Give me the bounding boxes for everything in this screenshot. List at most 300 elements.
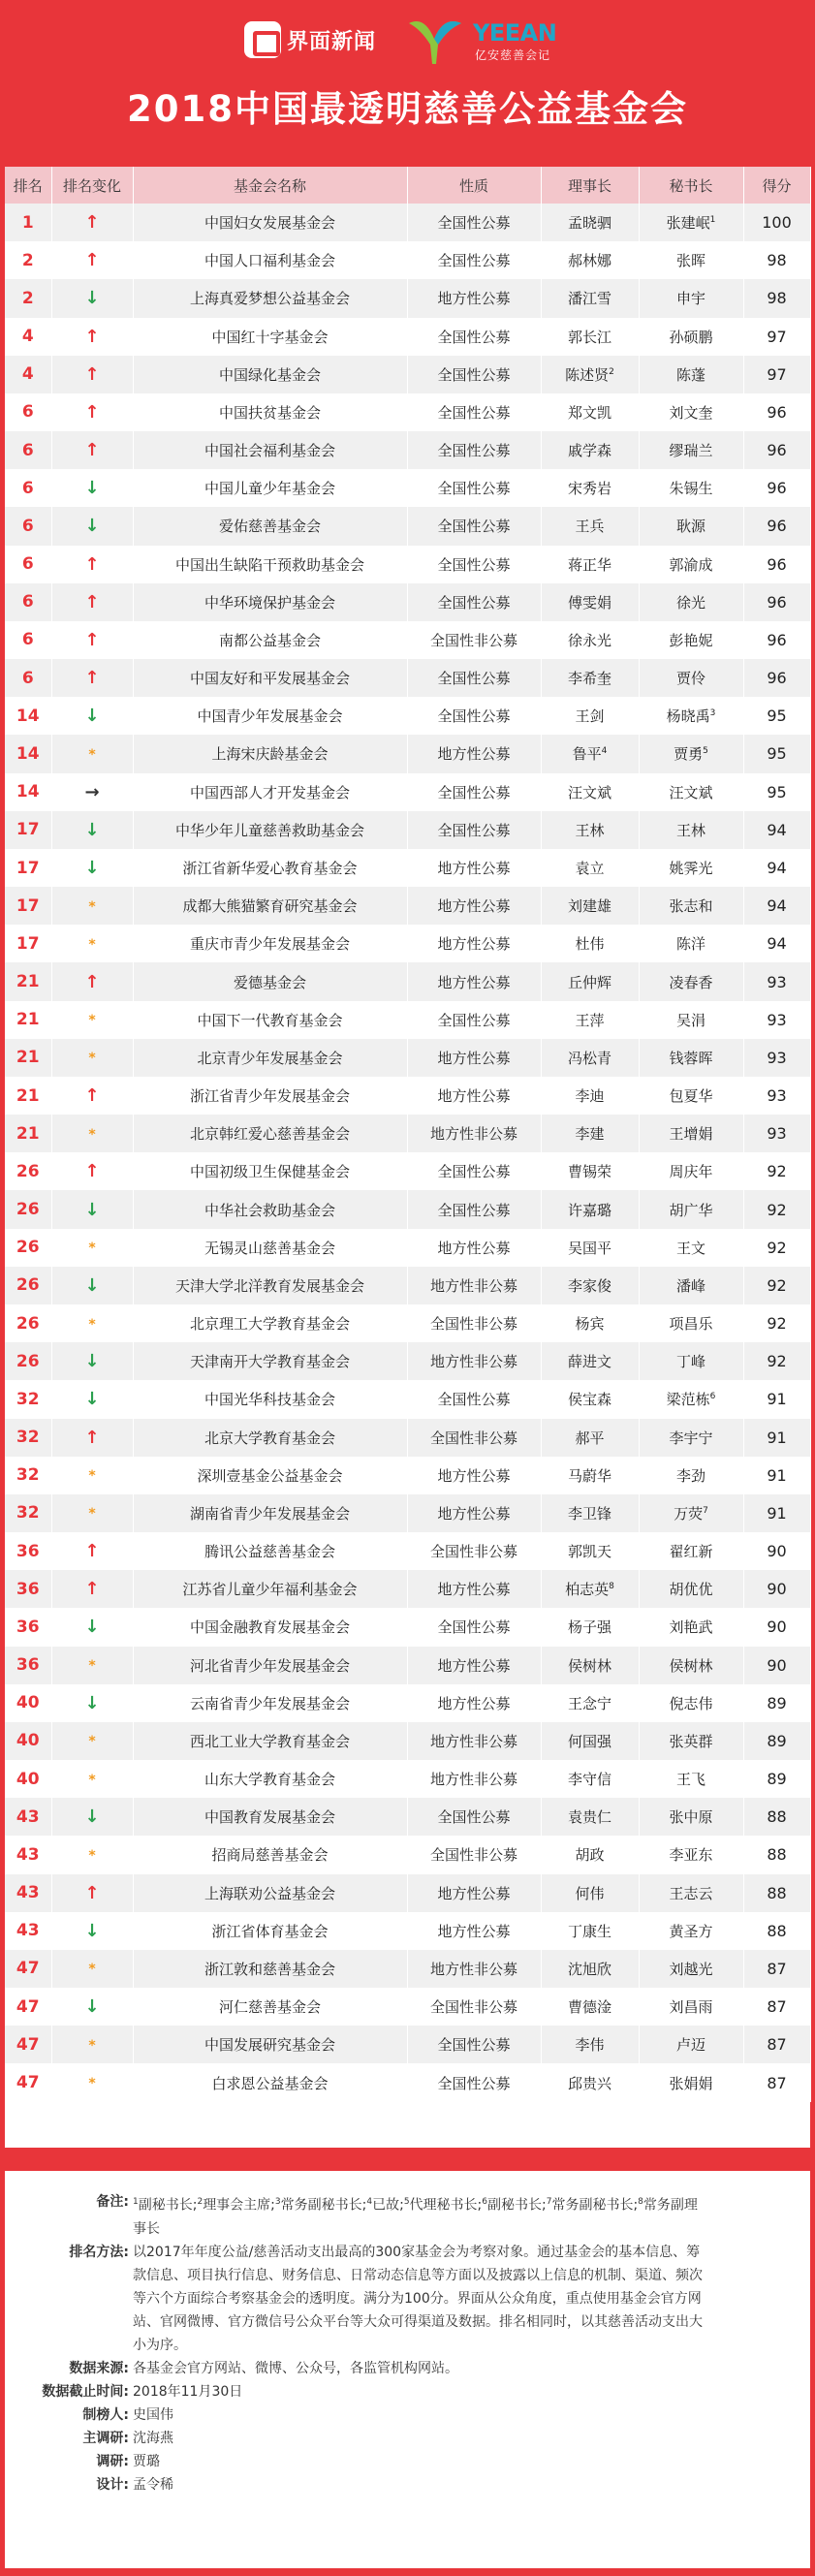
score-cell: 96 bbox=[743, 431, 810, 469]
type-cell: 全国性非公募 bbox=[407, 1988, 541, 2026]
chair-cell bbox=[541, 1457, 639, 1494]
type-cell: 全国性公募 bbox=[407, 2063, 541, 2101]
rank-cell: 32 bbox=[5, 1494, 51, 1532]
table-row bbox=[5, 1836, 810, 1873]
secretary-cell bbox=[639, 279, 743, 317]
rank-up-icon: ↑ bbox=[84, 363, 100, 385]
chair-cell bbox=[541, 1039, 639, 1077]
name-cell: 招商局慈善基金会 bbox=[133, 1836, 407, 1873]
chair-cell-text: 李伟 bbox=[575, 2036, 605, 2055]
rank-cell: 47 bbox=[5, 2063, 51, 2101]
rank-cell: 40 bbox=[5, 1684, 51, 1722]
chair-cell-text: 胡政 bbox=[575, 1846, 605, 1865]
name-cell: 天津大学北洋教育发展基金会 bbox=[133, 1267, 407, 1304]
change-cell bbox=[51, 583, 133, 621]
type-cell: 全国性非公募 bbox=[407, 621, 541, 659]
chair-cell bbox=[541, 1342, 639, 1380]
table-row bbox=[5, 811, 810, 849]
score-cell: 96 bbox=[743, 659, 810, 697]
new-entry-icon: * bbox=[88, 2076, 96, 2091]
secretary-cell bbox=[639, 2063, 743, 2101]
jiemian-logo-text: 界面新闻 bbox=[287, 29, 377, 54]
chair-cell bbox=[541, 431, 639, 469]
type-cell: 全国性公募 bbox=[407, 393, 541, 431]
score-cell: 89 bbox=[743, 1760, 810, 1798]
type-cell: 地方性非公募 bbox=[407, 1342, 541, 1380]
rank-up-icon: ↑ bbox=[84, 629, 100, 650]
change-cell bbox=[51, 1115, 133, 1152]
method-label: 排名方法: bbox=[69, 2244, 129, 2260]
secretary-cell-text: 李宇宁 bbox=[669, 1429, 713, 1447]
source-text: 各基金会官方网站、微博、公众号，各监管机构网站。 bbox=[133, 2360, 458, 2376]
remark-marker: 2 bbox=[197, 2197, 204, 2207]
secretary-cell-text: 张建岷 bbox=[666, 214, 710, 233]
chair-cell bbox=[541, 469, 639, 507]
change-cell bbox=[51, 962, 133, 1000]
name-cell: 上海宋庆龄基金会 bbox=[133, 735, 407, 772]
chair-cell-text: 汪文斌 bbox=[567, 783, 611, 801]
change-cell bbox=[51, 1532, 133, 1570]
secretary-cell-text: 吴涓 bbox=[675, 1011, 705, 1029]
design-text: 孟令稀 bbox=[133, 2476, 173, 2493]
secretary-cell-text: 陈洋 bbox=[675, 935, 705, 954]
rank-cell: 14 bbox=[5, 773, 51, 811]
change-cell bbox=[51, 659, 133, 697]
table-row bbox=[5, 1001, 810, 1039]
rank-down-icon: ↓ bbox=[84, 1351, 100, 1372]
secretary-cell bbox=[639, 1419, 743, 1457]
name-cell: 江苏省儿童少年福利基金会 bbox=[133, 1570, 407, 1608]
chair-cell-text: 许嘉璐 bbox=[567, 1201, 611, 1219]
secretary-cell bbox=[639, 356, 743, 393]
rank-up-icon: ↑ bbox=[84, 440, 100, 461]
remark-text: 理事会主席; bbox=[203, 2197, 275, 2214]
type-cell: 全国性公募 bbox=[407, 1152, 541, 1190]
name-cell: 中国下一代教育基金会 bbox=[133, 1001, 407, 1039]
change-cell bbox=[51, 431, 133, 469]
change-cell bbox=[51, 1457, 133, 1494]
chair-cell bbox=[541, 1874, 639, 1912]
chair-cell bbox=[541, 507, 639, 545]
name-cell: 北京韩红爱心慈善基金会 bbox=[133, 1115, 407, 1152]
rank-cell: 32 bbox=[5, 1419, 51, 1457]
name-cell: 中华社会救助基金会 bbox=[133, 1190, 407, 1228]
chair-cell bbox=[541, 1912, 639, 1950]
secretary-cell bbox=[639, 1342, 743, 1380]
method-row bbox=[5, 2241, 810, 2357]
col-header-secretary: 秘书长 bbox=[639, 167, 743, 204]
chair-cell-text: 戚学森 bbox=[567, 442, 611, 460]
rank-cell: 6 bbox=[5, 393, 51, 431]
rank-cell: 6 bbox=[5, 469, 51, 507]
footnote-marker: 6 bbox=[709, 1392, 716, 1402]
name-cell: 河仁慈善基金会 bbox=[133, 1988, 407, 2026]
change-cell bbox=[51, 1798, 133, 1836]
table-row bbox=[5, 887, 810, 925]
secretary-cell-text: 张英群 bbox=[669, 1732, 713, 1750]
table-row bbox=[5, 1380, 810, 1418]
name-cell: 中华少年儿童慈善救助基金会 bbox=[133, 811, 407, 849]
rank-cell: 21 bbox=[5, 1001, 51, 1039]
secretary-cell-text: 包夏华 bbox=[669, 1087, 713, 1106]
secretary-cell bbox=[639, 1267, 743, 1304]
secretary-cell bbox=[639, 849, 743, 887]
rank-up-icon: ↑ bbox=[84, 1579, 100, 1600]
chair-cell bbox=[541, 1190, 639, 1228]
chair-cell-text: 李卫锋 bbox=[567, 1504, 611, 1523]
chair-cell bbox=[541, 1115, 639, 1152]
type-cell: 地方性公募 bbox=[407, 735, 541, 772]
new-entry-icon: * bbox=[88, 936, 96, 953]
new-entry-icon: * bbox=[88, 1241, 96, 1257]
score-cell: 88 bbox=[743, 1798, 810, 1836]
remark-marker: 5 bbox=[403, 2197, 410, 2207]
chair-cell-text: 侯树林 bbox=[567, 1656, 611, 1675]
name-cell: 腾讯公益慈善基金会 bbox=[133, 1532, 407, 1570]
type-cell: 全国性公募 bbox=[407, 507, 541, 545]
secretary-cell-text: 朱锡生 bbox=[669, 480, 713, 498]
remark-text: 常务副理事长 bbox=[133, 2197, 698, 2237]
remark-text: 常务副秘书长; bbox=[551, 2197, 639, 2214]
col-header-rank: 排名 bbox=[5, 167, 51, 204]
chair-cell bbox=[541, 1760, 639, 1798]
maker-label: 制榜人: bbox=[82, 2406, 129, 2423]
name-cell: 浙江省体育基金会 bbox=[133, 1912, 407, 1950]
name-cell: 中国绿化基金会 bbox=[133, 356, 407, 393]
chair-cell bbox=[541, 1798, 639, 1836]
chair-cell-text: 王兵 bbox=[575, 518, 605, 536]
change-cell bbox=[51, 621, 133, 659]
type-cell: 全国性公募 bbox=[407, 1608, 541, 1646]
rank-cell: 4 bbox=[5, 318, 51, 356]
rank-up-icon: ↑ bbox=[84, 1427, 100, 1448]
name-cell: 浙江省青少年发展基金会 bbox=[133, 1077, 407, 1115]
chair-cell bbox=[541, 1419, 639, 1457]
score-cell: 93 bbox=[743, 1039, 810, 1077]
chair-cell bbox=[541, 1077, 639, 1115]
secretary-cell-text: 彭艳妮 bbox=[669, 631, 713, 649]
name-cell: 中国儿童少年基金会 bbox=[133, 469, 407, 507]
rank-cell: 6 bbox=[5, 546, 51, 583]
new-entry-icon: * bbox=[88, 1051, 96, 1067]
secretary-cell bbox=[639, 204, 743, 241]
score-cell: 96 bbox=[743, 469, 810, 507]
table-row bbox=[5, 1304, 810, 1342]
chair-cell-text: 郝林娜 bbox=[567, 252, 611, 270]
secretary-cell bbox=[639, 811, 743, 849]
change-cell bbox=[51, 1380, 133, 1418]
rank-up-icon: ↑ bbox=[84, 1161, 100, 1182]
name-cell: 中国人口福利基金会 bbox=[133, 241, 407, 279]
secretary-cell bbox=[639, 1077, 743, 1115]
table-row bbox=[5, 204, 810, 241]
table-row bbox=[5, 962, 810, 1000]
table-row bbox=[5, 241, 810, 279]
remark-marker: 4 bbox=[366, 2197, 373, 2207]
rank-up-icon: ↑ bbox=[84, 971, 100, 992]
chair-cell-text: 王念宁 bbox=[567, 1694, 611, 1712]
change-cell bbox=[51, 279, 133, 317]
new-entry-icon: * bbox=[88, 1316, 96, 1333]
secretary-cell bbox=[639, 469, 743, 507]
score-cell: 90 bbox=[743, 1532, 810, 1570]
name-cell: 爱德基金会 bbox=[133, 962, 407, 1000]
secretary-cell bbox=[639, 431, 743, 469]
type-cell: 地方性公募 bbox=[407, 1457, 541, 1494]
rank-up-icon: ↑ bbox=[84, 401, 100, 423]
chair-cell-text: 徐永光 bbox=[567, 631, 611, 649]
secretary-cell-text: 刘文奎 bbox=[669, 403, 713, 422]
score-cell: 89 bbox=[743, 1722, 810, 1760]
type-cell: 地方性公募 bbox=[407, 1874, 541, 1912]
rank-cell: 43 bbox=[5, 1798, 51, 1836]
new-entry-icon: * bbox=[88, 746, 96, 763]
table-row bbox=[5, 1152, 810, 1190]
rank-cell: 17 bbox=[5, 887, 51, 925]
name-cell: 北京大学教育基金会 bbox=[133, 1419, 407, 1457]
remark-marker: 1 bbox=[133, 2197, 139, 2207]
lead-label: 主调研: bbox=[82, 2430, 129, 2446]
name-cell: 中国初级卫生保健基金会 bbox=[133, 1152, 407, 1190]
table-row bbox=[5, 469, 810, 507]
type-cell: 地方性公募 bbox=[407, 1684, 541, 1722]
table-row bbox=[5, 393, 810, 431]
rank-cell: 17 bbox=[5, 849, 51, 887]
secretary-cell bbox=[639, 659, 743, 697]
maker-row bbox=[5, 2403, 810, 2427]
rank-cell: 2 bbox=[5, 241, 51, 279]
chair-cell-text: 刘建雄 bbox=[567, 897, 611, 916]
chair-cell bbox=[541, 735, 639, 772]
rank-down-icon: ↓ bbox=[84, 858, 100, 878]
secretary-cell-text: 孙硕鹏 bbox=[669, 328, 713, 346]
change-cell bbox=[51, 1494, 133, 1532]
chair-cell bbox=[541, 1494, 639, 1532]
table-row bbox=[5, 2026, 810, 2063]
chair-cell-text: 王剑 bbox=[575, 707, 605, 726]
table-row bbox=[5, 431, 810, 469]
lead-row bbox=[5, 2427, 810, 2450]
type-cell: 地方性非公募 bbox=[407, 1267, 541, 1304]
new-entry-icon: * bbox=[88, 1772, 96, 1788]
chair-cell-text: 何伟 bbox=[575, 1884, 605, 1902]
type-cell: 全国性公募 bbox=[407, 1380, 541, 1418]
rank-flat-icon: → bbox=[84, 781, 100, 802]
name-cell: 白求恩公益基金会 bbox=[133, 2063, 407, 2101]
secretary-cell bbox=[639, 318, 743, 356]
change-cell bbox=[51, 1760, 133, 1798]
change-cell bbox=[51, 469, 133, 507]
new-entry-icon: * bbox=[88, 1506, 96, 1523]
type-cell: 地方性公募 bbox=[407, 962, 541, 1000]
change-cell bbox=[51, 1001, 133, 1039]
research-label: 调研: bbox=[96, 2453, 129, 2469]
score-cell: 94 bbox=[743, 925, 810, 962]
table-row bbox=[5, 735, 810, 772]
table-row bbox=[5, 2063, 810, 2101]
secretary-cell-text: 周庆年 bbox=[669, 1163, 713, 1181]
change-cell bbox=[51, 1684, 133, 1722]
score-cell: 93 bbox=[743, 1115, 810, 1152]
score-cell: 90 bbox=[743, 1570, 810, 1608]
name-cell: 重庆市青少年发展基金会 bbox=[133, 925, 407, 962]
score-cell: 89 bbox=[743, 1684, 810, 1722]
secretary-cell bbox=[639, 925, 743, 962]
chair-cell-text: 孟晓驷 bbox=[567, 214, 611, 233]
rank-cell: 47 bbox=[5, 2026, 51, 2063]
type-cell: 地方性非公募 bbox=[407, 1950, 541, 1988]
secretary-cell-text: 刘越光 bbox=[669, 1960, 713, 1978]
remark-text: 副秘书长; bbox=[487, 2197, 547, 2214]
rank-down-icon: ↓ bbox=[84, 1692, 100, 1713]
rank-up-icon: ↑ bbox=[84, 326, 100, 347]
rank-cell: 14 bbox=[5, 697, 51, 735]
name-cell: 河北省青少年发展基金会 bbox=[133, 1647, 407, 1684]
table-row bbox=[5, 318, 810, 356]
change-cell bbox=[51, 1988, 133, 2026]
chair-cell-text: 李希奎 bbox=[567, 670, 611, 688]
type-cell: 全国性公募 bbox=[407, 2026, 541, 2063]
secretary-cell bbox=[639, 1039, 743, 1077]
remark-marker: 8 bbox=[638, 2197, 643, 2207]
col-header-type: 性质 bbox=[407, 167, 541, 204]
design-row bbox=[5, 2473, 810, 2497]
score-cell: 96 bbox=[743, 621, 810, 659]
new-entry-icon: * bbox=[88, 1126, 96, 1143]
chair-cell bbox=[541, 962, 639, 1000]
score-cell: 95 bbox=[743, 773, 810, 811]
chair-cell bbox=[541, 356, 639, 393]
table-row bbox=[5, 1912, 810, 1950]
type-cell: 全国性公募 bbox=[407, 1190, 541, 1228]
table-row bbox=[5, 1950, 810, 1988]
secretary-cell-text: 卢迈 bbox=[675, 2036, 705, 2055]
chair-cell bbox=[541, 697, 639, 735]
table-row bbox=[5, 1684, 810, 1722]
type-cell: 全国性公募 bbox=[407, 431, 541, 469]
chair-cell-text: 邱贵兴 bbox=[567, 2074, 611, 2092]
name-cell: 中国青少年发展基金会 bbox=[133, 697, 407, 735]
score-cell: 95 bbox=[743, 735, 810, 772]
table-row bbox=[5, 1647, 810, 1684]
name-cell: 中国社会福利基金会 bbox=[133, 431, 407, 469]
secretary-cell-text: 胡广华 bbox=[669, 1201, 713, 1219]
chair-cell-text: 曹德淦 bbox=[567, 1998, 611, 2017]
chair-cell-text: 杨子强 bbox=[567, 1618, 611, 1637]
change-cell bbox=[51, 773, 133, 811]
rank-down-icon: ↓ bbox=[84, 1996, 100, 2018]
change-cell bbox=[51, 2063, 133, 2101]
name-cell: 无锡灵山慈善基金会 bbox=[133, 1229, 407, 1267]
name-cell: 中国西部人才开发基金会 bbox=[133, 773, 407, 811]
secretary-cell-text: 姚霁光 bbox=[669, 860, 713, 877]
score-cell: 87 bbox=[743, 2026, 810, 2063]
secretary-cell bbox=[639, 1874, 743, 1912]
change-cell bbox=[51, 1077, 133, 1115]
score-cell: 87 bbox=[743, 1950, 810, 1988]
secretary-cell bbox=[639, 1152, 743, 1190]
chair-cell-text: 宋秀岩 bbox=[567, 480, 611, 498]
rank-up-icon: ↑ bbox=[84, 1085, 100, 1107]
chair-cell-text: 冯松青 bbox=[567, 1049, 611, 1067]
chair-cell bbox=[541, 811, 639, 849]
secretary-cell bbox=[639, 1304, 743, 1342]
rank-down-icon: ↓ bbox=[84, 1617, 100, 1638]
change-cell bbox=[51, 1419, 133, 1457]
chair-cell bbox=[541, 773, 639, 811]
rank-cell: 21 bbox=[5, 962, 51, 1000]
secretary-cell bbox=[639, 1229, 743, 1267]
rank-cell: 17 bbox=[5, 811, 51, 849]
remark-marker: 7 bbox=[546, 2197, 552, 2207]
change-cell bbox=[51, 925, 133, 962]
chair-cell bbox=[541, 621, 639, 659]
rank-up-icon: ↑ bbox=[84, 668, 100, 689]
secretary-cell-text: 张娟娟 bbox=[669, 2074, 713, 2092]
score-cell: 91 bbox=[743, 1457, 810, 1494]
type-cell: 全国性公募 bbox=[407, 659, 541, 697]
name-cell: 中国光华科技基金会 bbox=[133, 1380, 407, 1418]
table-row bbox=[5, 1608, 810, 1646]
rank-up-icon: ↑ bbox=[84, 1541, 100, 1562]
chair-cell bbox=[541, 1988, 639, 2026]
type-cell: 地方性公募 bbox=[407, 1912, 541, 1950]
type-cell: 地方性公募 bbox=[407, 849, 541, 887]
change-cell bbox=[51, 735, 133, 772]
new-entry-icon: * bbox=[88, 1013, 96, 1029]
chair-cell bbox=[541, 318, 639, 356]
jiemian-logo-icon bbox=[244, 21, 281, 58]
type-cell: 全国性非公募 bbox=[407, 1532, 541, 1570]
change-cell bbox=[51, 1152, 133, 1190]
chair-cell bbox=[541, 1267, 639, 1304]
type-cell: 地方性公募 bbox=[407, 1494, 541, 1532]
secretary-cell-text: 王志云 bbox=[669, 1884, 713, 1902]
type-cell: 地方性非公募 bbox=[407, 1115, 541, 1152]
rank-cell: 26 bbox=[5, 1304, 51, 1342]
rank-cell: 32 bbox=[5, 1380, 51, 1418]
col-header-name: 基金会名称 bbox=[133, 167, 407, 204]
rank-cell: 6 bbox=[5, 659, 51, 697]
chair-cell bbox=[541, 279, 639, 317]
change-cell bbox=[51, 2026, 133, 2063]
secretary-cell-text: 郭渝成 bbox=[669, 555, 713, 574]
change-cell bbox=[51, 318, 133, 356]
name-cell: 中国金融教育发展基金会 bbox=[133, 1608, 407, 1646]
chair-cell bbox=[541, 1001, 639, 1039]
remark-text: 常务副秘书长; bbox=[280, 2197, 367, 2214]
rank-up-icon: ↑ bbox=[84, 212, 100, 234]
secretary-cell bbox=[639, 1494, 743, 1532]
source-row bbox=[5, 2357, 810, 2380]
type-cell: 全国性公募 bbox=[407, 697, 541, 735]
rank-cell: 47 bbox=[5, 1988, 51, 2026]
chair-cell-text: 丁康生 bbox=[567, 1922, 611, 1940]
chair-cell-text: 王萍 bbox=[575, 1011, 605, 1029]
method-text: 以2017年年度公益/慈善活动支出最高的300家基金会为考察对象。通过基金会的基本信息、筹款信息、项目执行信息、财务信息、日常动态信息等方面以及披露以上信息的机制、渠道、频次等六个方面综合考察基金会的透明度。满分为100分。界面从公众角度，重点使用基金会官方网站、官网微博、官方微信号公众平台等大众可得渠道及数据。排名相同时，以其慈善活动支出大小为序。 bbox=[133, 2244, 703, 2353]
secretary-cell-text: 潘峰 bbox=[675, 1276, 705, 1295]
change-cell bbox=[51, 507, 133, 545]
table-row bbox=[5, 1077, 810, 1115]
rank-cell: 43 bbox=[5, 1874, 51, 1912]
table-row bbox=[5, 1039, 810, 1077]
table-row bbox=[5, 1798, 810, 1836]
table-row bbox=[5, 1988, 810, 2026]
rank-down-icon: ↓ bbox=[84, 819, 100, 840]
name-cell: 中国妇女发展基金会 bbox=[133, 204, 407, 241]
chair-cell-text: 陈述贤 bbox=[565, 365, 610, 384]
deadline-text: 2018年11月30日 bbox=[133, 2383, 243, 2400]
